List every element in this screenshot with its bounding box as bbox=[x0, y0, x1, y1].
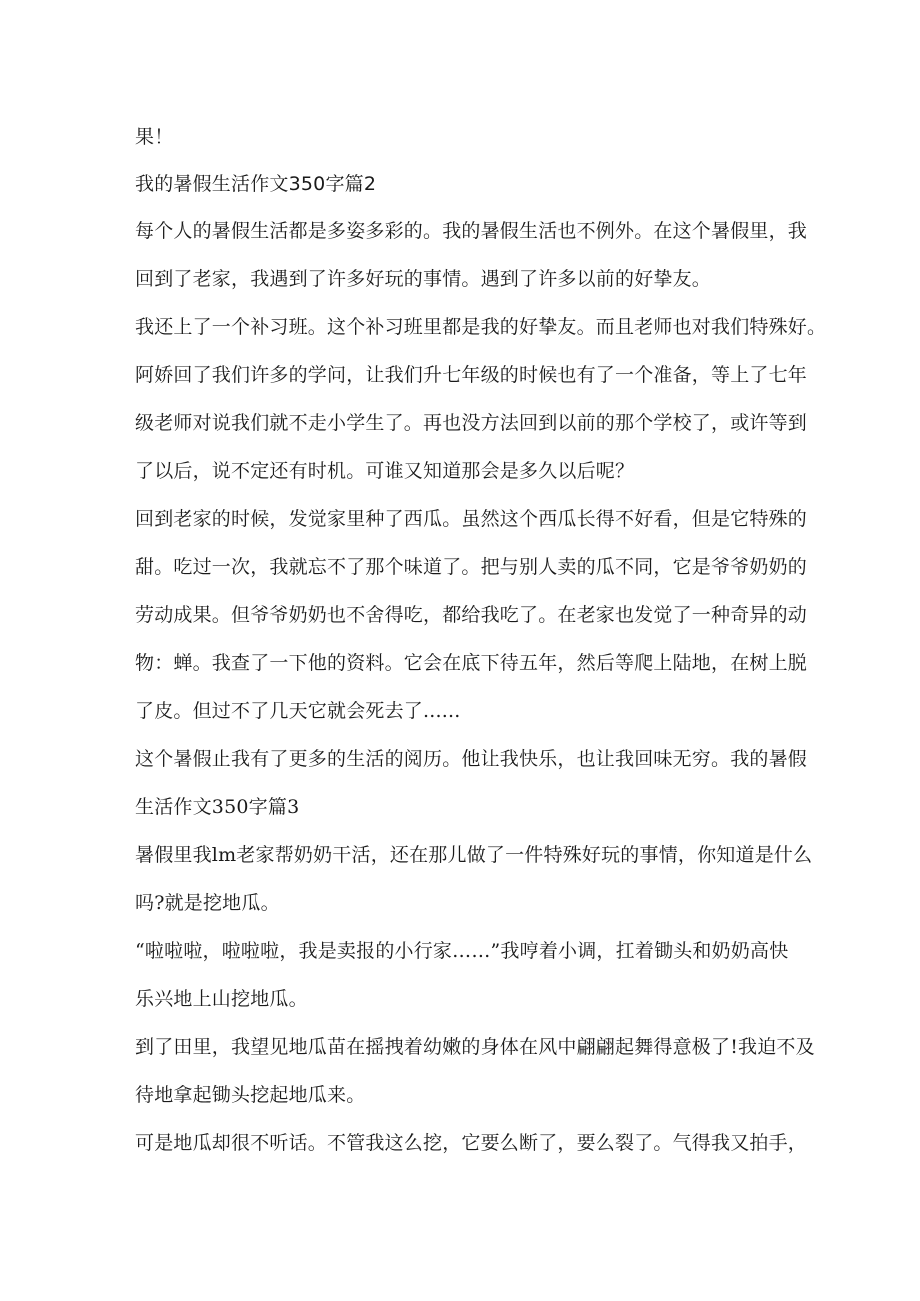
text-line: 级老师对说我们就不走小学生了。再也没方法回到以前的那个学校了，或许等到 bbox=[135, 412, 808, 434]
text-line: 生活作文350字篇3 bbox=[135, 796, 300, 818]
text-line: 乐兴地上山挖地瓜。 bbox=[135, 988, 308, 1010]
text-line: 每个人的暑假生活都是多姿多彩的。我的暑假生活也不例外。在这个暑假里，我 bbox=[135, 220, 808, 242]
text-line: 果！ bbox=[135, 126, 174, 148]
text-line: 劳动成果。但爷爷奶奶也不舍得吃，都给我吃了。在老家也发觉了一种奇异的动 bbox=[135, 604, 808, 626]
text-line: 物：蝉。我查了一下他的资料。它会在底下待五年，然后等爬上陆地，在树上脱 bbox=[135, 652, 808, 674]
text-line: 了以后，说不定还有时机。可谁又知道那会是多久以后呢？ bbox=[135, 460, 635, 482]
text-line: 回到了老家，我遇到了许多好玩的事情。遇到了许多以前的好挚友。 bbox=[135, 268, 712, 290]
text-line: 我还上了一个补习班。这个补习班里都是我的好挚友。而且老师也对我们特殊好。 bbox=[135, 316, 827, 338]
text-line: 到了田里，我望见地瓜苗在摇拽着幼嫩的身体在风中翩翩起舞得意极了!我迫不及 bbox=[135, 1036, 815, 1058]
text-line: 甜。吃过一次，我就忘不了那个味道了。把与别人卖的瓜不同，它是爷爷奶奶的 bbox=[135, 556, 808, 578]
text-line: 回到老家的时候，发觉家里种了西瓜。虽然这个西瓜长得不好看，但是它特殊的 bbox=[135, 508, 808, 530]
section-heading: 我的暑假生活作文350字篇2 bbox=[135, 173, 377, 195]
text-line: 待地拿起锄头挖起地瓜来。 bbox=[135, 1084, 366, 1106]
text-line: 了皮。但过不了几天它就会死去了...... bbox=[135, 700, 461, 722]
text-line: 吗?就是挖地瓜。 bbox=[135, 892, 280, 914]
text-line: 这个暑假止我有了更多的生活的阅历。他让我快乐，也让我回味无穷。我的暑假 bbox=[135, 748, 808, 770]
text-line: 阿娇回了我们许多的学问，让我们升七年级的时候也有了一个准备，等上了七年 bbox=[135, 364, 808, 386]
text-line: 可是地瓜却很不听话。不管我这么挖，它要么断了，要么裂了。气得我又拍手， bbox=[135, 1132, 808, 1154]
text-line: “啦啦啦，啦啦啦，我是卖报的小行家……”我哼着小调，扛着锄头和奶奶高快 bbox=[135, 940, 789, 962]
text-line: 暑假里我lm老家帮奶奶干活，还在那儿做了一件特殊好玩的事情，你知道是什么 bbox=[135, 844, 813, 866]
